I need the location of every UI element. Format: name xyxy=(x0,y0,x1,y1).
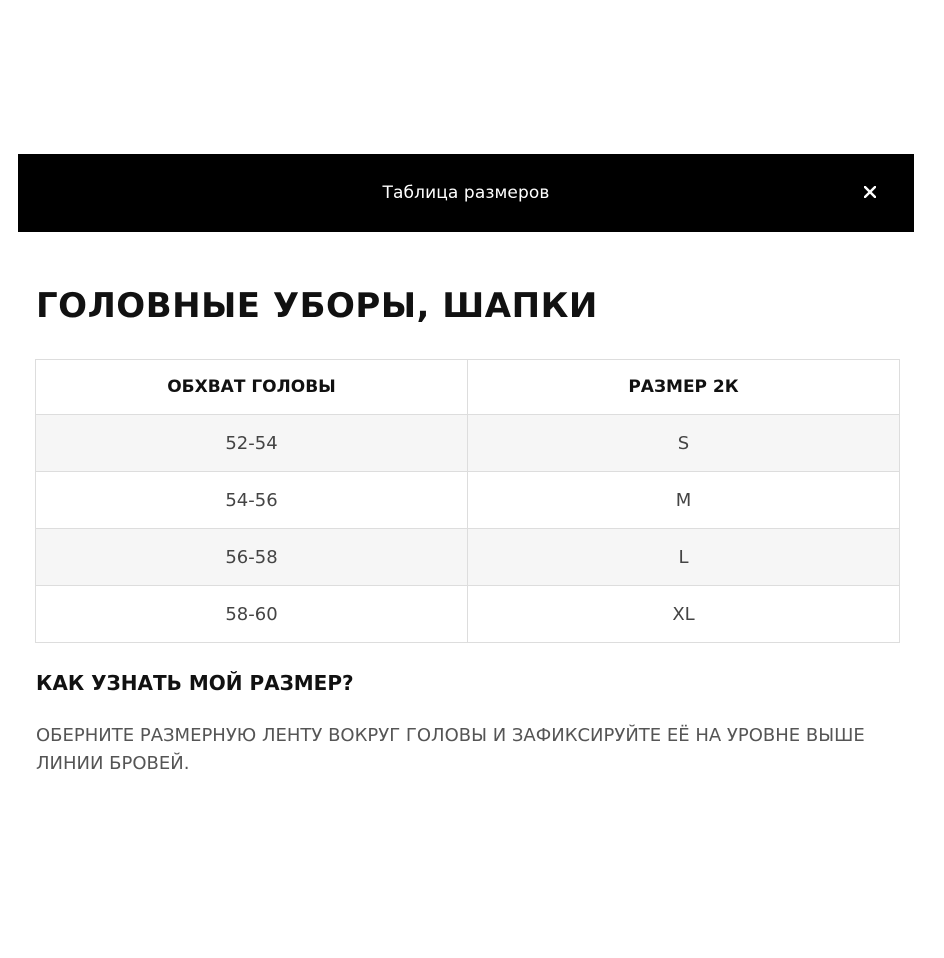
how-to-measure-text: ОБЕРНИТЕ РАЗМЕРНУЮ ЛЕНТУ ВОКРУГ ГОЛОВЫ И ЗАФИКСИРУЙТЕ ЕЁ НА УРОВНЕ ВЫШЕ ЛИНИИ БРОВЕЙ. xyxy=(36,725,865,774)
column-header-size: РАЗМЕР 2К xyxy=(468,360,900,415)
modal-header xyxy=(18,154,914,232)
head-girth-cell: 54-56 xyxy=(36,472,468,529)
close-button[interactable] xyxy=(854,176,886,208)
size-cell: M xyxy=(468,472,900,529)
table-row xyxy=(36,586,900,643)
size-cell: XL xyxy=(468,586,900,643)
modal-title: Таблица размеров xyxy=(382,183,550,203)
table-row xyxy=(36,529,900,586)
how-to-measure-heading: КАК УЗНАТЬ МОЙ РАЗМЕР? xyxy=(36,671,354,695)
table-header-row xyxy=(36,360,900,415)
column-header-head-girth: ОБХВАТ ГОЛОВЫ xyxy=(36,360,468,415)
size-cell: S xyxy=(468,415,900,472)
page-title: ГОЛОВНЫЕ УБОРЫ, ШАПКИ xyxy=(36,286,598,326)
size-chart-table xyxy=(35,359,900,643)
table-row xyxy=(36,415,900,472)
close-icon xyxy=(864,186,876,198)
size-cell: L xyxy=(468,529,900,586)
table-row xyxy=(36,472,900,529)
head-girth-cell: 58-60 xyxy=(36,586,468,643)
head-girth-cell: 52-54 xyxy=(36,415,468,472)
head-girth-cell: 56-58 xyxy=(36,529,468,586)
